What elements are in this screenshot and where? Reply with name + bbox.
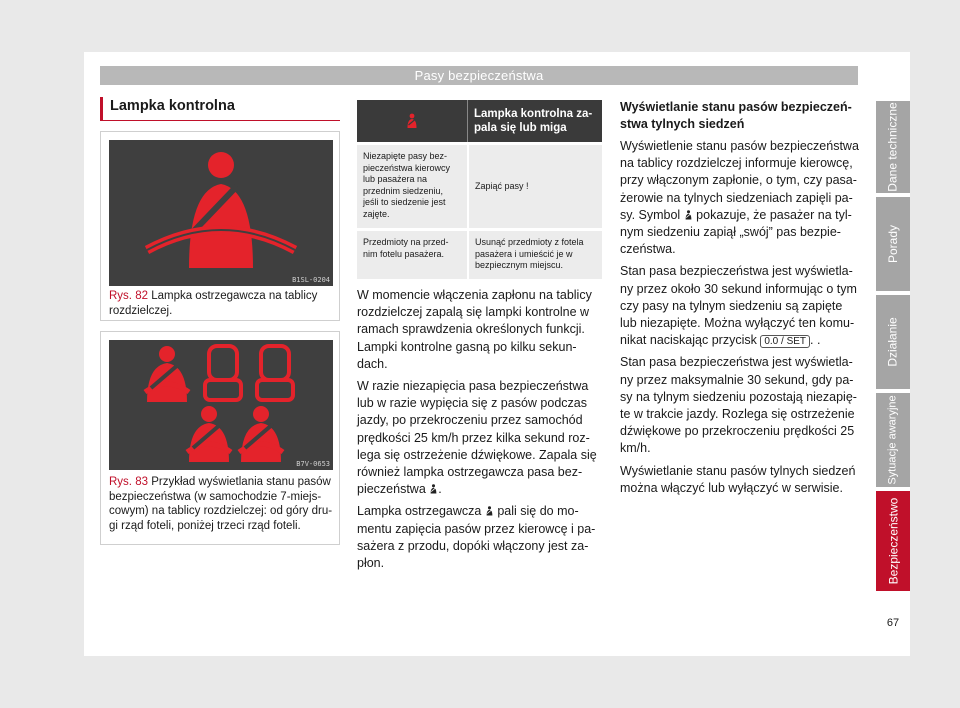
seatbelt-icon — [684, 209, 693, 221]
figure-82 — [100, 131, 340, 321]
paragraph: Stan pasa bezpieczeństwa jest wyświetla-ny przez maksymalnie 30 sekund, gdy pa-sy na tylnym siedzeniu pozostają niezapię-te w trakcie jazdy. Rozlega się ostrzeżenie dźwiękowe po przekroczeniu prędkości 25 km/h. — [620, 355, 857, 456]
warning-lamp-image — [109, 140, 333, 286]
rear-seat-status-icons — [109, 340, 333, 470]
paragraph — [620, 138, 860, 258]
table-row — [357, 142, 602, 228]
page-number: 67 — [886, 617, 900, 629]
set-key-symbol: 0.0 / SET — [760, 335, 810, 348]
paragraph — [357, 378, 602, 498]
figure-caption — [109, 475, 335, 533]
paragraph — [357, 503, 602, 572]
side-tab-bezpieczenstwo[interactable]: Bezpieczeństwo — [876, 491, 910, 591]
paragraph-text: . . — [810, 333, 821, 348]
figure-label: Rys. 83 — [109, 476, 148, 488]
figure-caption — [109, 289, 335, 318]
side-tab-dzialanie[interactable]: Działanie — [876, 295, 910, 389]
paragraph-text: pokazuje, że pasażer na tyl-nym siedzeniu zapiął „swój” pas bezpie-czeństwa. — [620, 207, 852, 257]
paragraph: Wyświetlanie stanu pasów tylnych siedzeń można włączyć lub wyłączyć w serwisie. — [620, 463, 856, 495]
paragraph-text: W razie niezapięcia pasa bezpieczeństwa lub w razie wypięcia się z pasów podczas jazdy, po przekroczeniu przez samochód prędkości 25 km/h przez kilka sekund roz-lega się ostrzeżenie dźwiękowe. Zapala się również lampka ostrzegawcza pasa bez-pieczeństwa — [357, 379, 597, 497]
figure-83 — [100, 331, 340, 545]
chapter-header: Pasy bezpieczeństwa — [100, 66, 858, 85]
paragraph-text: Wyświetlenie stanu pasów bezpieczeństwa na tablicy rozdzielczej informuje kierowcę, przy włączonym zapłonie, o tym, czy pasa-żerowie na tylnych siedzeniach zapięli pa-sy. Symbol — [620, 139, 859, 222]
seatbelt-warning-icon — [109, 140, 333, 286]
table-header-icon-cell — [357, 100, 467, 142]
seat-status-image — [109, 340, 333, 470]
table-cell-action: Zapiąć pasy ! — [467, 145, 602, 228]
subsection-heading: Wyświetlanie stanu pasów bezpieczeń-stwa tylnych siedzeń — [620, 100, 852, 131]
seatbelt-icon — [429, 483, 438, 495]
table-cell-action: Usunąć przedmioty z fotela pasażera i umieścić je w bezpiecznym miejscu. — [467, 231, 602, 279]
seatbelt-icon — [405, 113, 419, 129]
warning-lamp-table — [357, 100, 602, 279]
figure-label: Rys. 82 — [109, 290, 148, 302]
figure-caption-text: Lampka ostrzegawcza na tablicy rozdzielczej. — [109, 290, 318, 317]
table-cell-cause: Przedmioty na przed-nim fotelu pasażera. — [363, 237, 449, 259]
table-cell-cause: Niezapięte pasy bez-pieczeństwa kierowcy lub pasażera na przednim siedzeniu, jeśli to siedzenie jest zajęte. — [363, 151, 451, 219]
figure-caption-text: Przykład wyświetlania stanu pasów bezpieczeństwa (w samochodzie 7-miejs-cowym) na tablicy rozdzielczej: od góry dru-gi rząd foteli, poniżej trzeci rząd foteli. — [109, 476, 333, 532]
section-title: Lampka kontrolna — [100, 97, 340, 121]
paragraph-text: pali się do mo-mentu zapięcia pasów przez kierowcę i pa-sażera z przodu, dopóki włączony jest za-płon. — [357, 504, 596, 571]
right-text-column — [620, 99, 860, 502]
table-header-label: Lampka kontrolna za-pala się lub miga — [467, 100, 602, 142]
table-row — [357, 228, 602, 279]
side-tab-porady[interactable]: Porady — [876, 197, 910, 291]
table-header — [357, 100, 602, 142]
side-tab-sytuacje-awaryjne[interactable]: Sytuacje awaryjne — [876, 393, 910, 487]
paragraph-text: Stan pasa bezpieczeństwa jest wyświetla-ny przez około 30 sekund informując o tym czy pasy na tylnym siedzeniu są zapięte lub niezapięte. Można wyłączyć ten komu-nikat naciskając przycisk — [620, 264, 857, 348]
paragraph-text: Lampka ostrzegawcza — [357, 504, 482, 519]
middle-text-column — [357, 287, 602, 577]
side-tab-dane-techniczne[interactable]: Dane techniczne — [876, 101, 910, 193]
figure-code: B1SL-0204 — [292, 276, 330, 284]
paragraph: W momencie włączenia zapłonu na tablicy rozdzielczej zapalą się lampki kontrolne w ramach sprawdzenia określonych funkcji. Lampki kontrolne gasną po kilku sekun-dach. — [357, 288, 592, 371]
paragraph — [620, 263, 860, 349]
figure-code: B7V-0653 — [296, 460, 330, 468]
seatbelt-icon — [485, 505, 494, 517]
paragraph-text: . — [438, 482, 442, 497]
